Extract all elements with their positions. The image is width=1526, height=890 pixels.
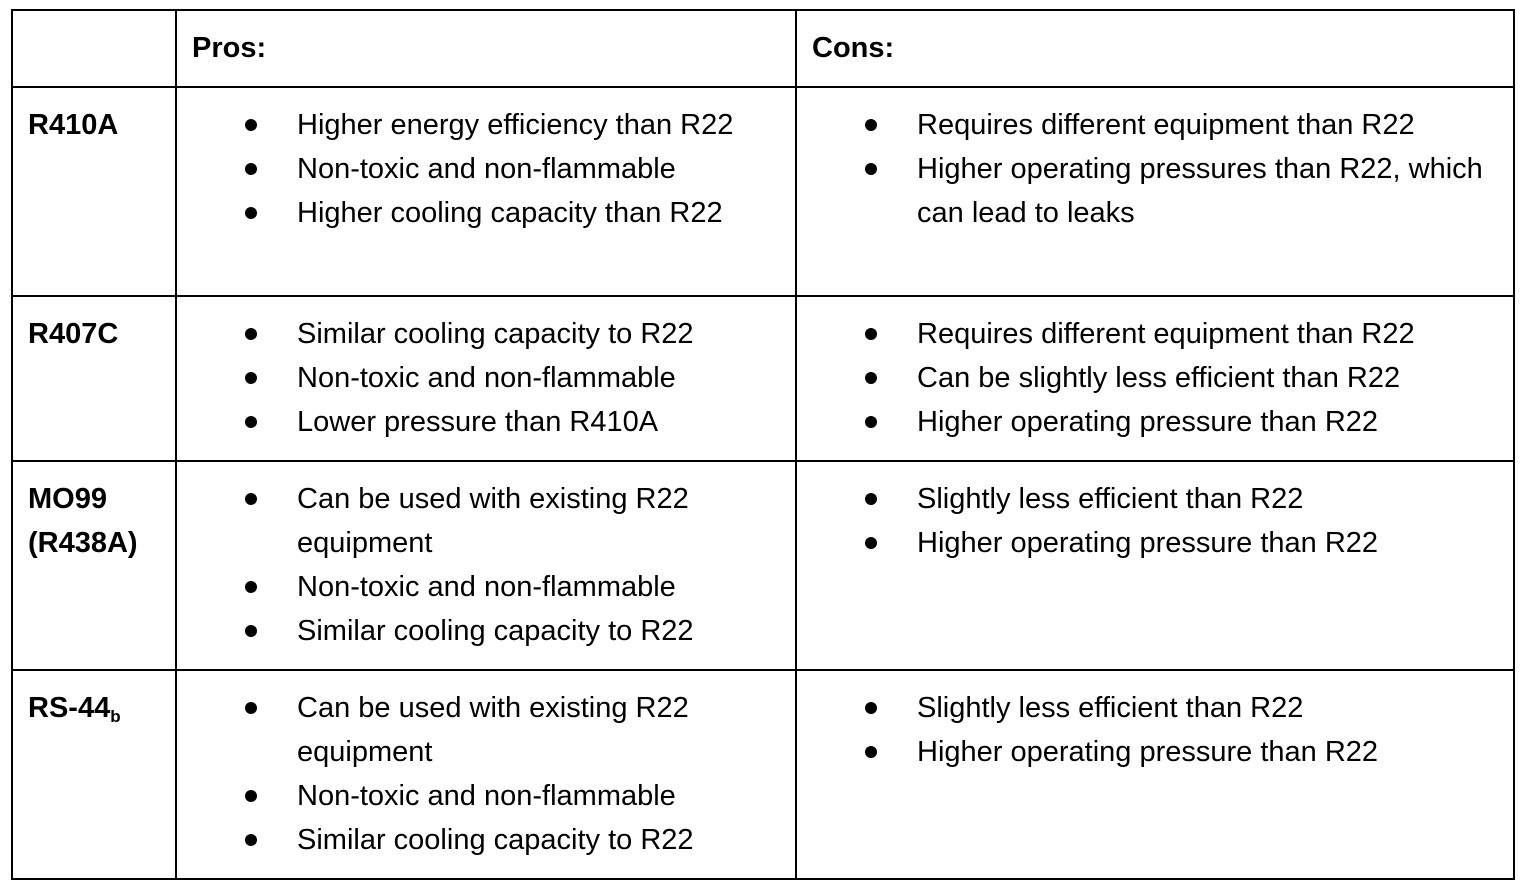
bullet-icon bbox=[865, 746, 877, 758]
list-item-text: Higher operating pressure than R22 bbox=[917, 527, 1379, 559]
list-item bbox=[177, 191, 783, 235]
refrigerant-name-text: MO99 bbox=[28, 483, 107, 515]
bullet-icon bbox=[245, 372, 257, 384]
pros-list bbox=[177, 88, 795, 235]
list-item bbox=[177, 103, 783, 147]
list-item-text: Slightly less efficient than R22 bbox=[917, 692, 1304, 724]
list-item-text: Similar cooling capacity to R22 bbox=[297, 824, 694, 856]
cons-header: Cons: bbox=[812, 32, 895, 64]
bullet-icon bbox=[245, 625, 257, 637]
pros-cell bbox=[176, 87, 796, 296]
list-item-text: Similar cooling capacity to R22 bbox=[297, 615, 694, 647]
pros-header: Pros: bbox=[192, 32, 267, 64]
table-row bbox=[12, 87, 1514, 296]
pros-list bbox=[177, 462, 795, 653]
list-item bbox=[797, 521, 1501, 565]
list-item bbox=[177, 400, 783, 444]
header-pros-cell bbox=[176, 10, 796, 87]
table-row bbox=[12, 296, 1514, 461]
list-item bbox=[177, 477, 783, 565]
list-item-text: Higher operating pressure than R22 bbox=[917, 406, 1379, 438]
bullet-icon bbox=[245, 834, 257, 846]
cons-list bbox=[797, 88, 1513, 235]
list-item-text: Slightly less efficient than R22 bbox=[917, 483, 1304, 515]
list-item bbox=[797, 686, 1501, 730]
list-item bbox=[177, 356, 783, 400]
list-item bbox=[797, 103, 1501, 147]
list-item bbox=[177, 312, 783, 356]
bullet-icon bbox=[245, 328, 257, 340]
table-row bbox=[12, 670, 1514, 879]
refrigerant-name bbox=[13, 297, 175, 356]
refrigerant-name bbox=[13, 88, 175, 147]
refrigerant-name bbox=[13, 462, 175, 565]
pros-cell bbox=[176, 670, 796, 879]
refrigerant-cell bbox=[12, 670, 176, 879]
cons-cell bbox=[796, 296, 1514, 461]
bullet-icon bbox=[865, 163, 877, 175]
cons-list bbox=[797, 297, 1513, 444]
refrigerant-cell bbox=[12, 87, 176, 296]
refrigerant-name-text: R410A bbox=[28, 109, 119, 141]
cons-cell bbox=[796, 670, 1514, 879]
list-item bbox=[177, 565, 783, 609]
list-item-text: Non-toxic and non-flammable bbox=[297, 780, 676, 812]
list-item-text: Non-toxic and non-flammable bbox=[297, 571, 676, 603]
list-item bbox=[797, 312, 1501, 356]
cons-cell bbox=[796, 87, 1514, 296]
list-item-text: Higher energy efficiency than R22 bbox=[297, 109, 734, 141]
list-item-text: Similar cooling capacity to R22 bbox=[297, 318, 694, 350]
refrigerant-cell bbox=[12, 296, 176, 461]
header-corner-cell bbox=[12, 10, 176, 87]
list-item bbox=[797, 400, 1501, 444]
list-item-text: Lower pressure than R410A bbox=[297, 406, 659, 438]
list-item-text: Higher operating pressures than R22, which can lead to leaks bbox=[917, 153, 1483, 229]
table-row bbox=[12, 461, 1514, 670]
pros-cell bbox=[176, 296, 796, 461]
refrigerant-name-text: RS-44 bbox=[28, 692, 111, 724]
cons-list bbox=[797, 462, 1513, 565]
list-item-text: Requires different equipment than R22 bbox=[917, 109, 1415, 141]
list-item bbox=[797, 477, 1501, 521]
list-item bbox=[177, 609, 783, 653]
list-item-text: Can be used with existing R22 equipment bbox=[297, 692, 689, 768]
refrigerant-name-line2: (R438A) bbox=[28, 527, 138, 559]
bullet-icon bbox=[245, 163, 257, 175]
bullet-icon bbox=[865, 702, 877, 714]
header-row bbox=[12, 10, 1514, 87]
refrigerant-cell bbox=[12, 461, 176, 670]
bullet-icon bbox=[245, 416, 257, 428]
bullet-icon bbox=[865, 537, 877, 549]
pros-list bbox=[177, 671, 795, 862]
bullet-icon bbox=[245, 702, 257, 714]
refrigerant-name-text: R407C bbox=[28, 318, 119, 350]
comparison-table bbox=[11, 9, 1515, 880]
bullet-icon bbox=[865, 328, 877, 340]
pros-cell bbox=[176, 461, 796, 670]
list-item-text: Requires different equipment than R22 bbox=[917, 318, 1415, 350]
list-item bbox=[177, 774, 783, 818]
list-item bbox=[797, 730, 1501, 774]
refrigerant-name-subscript: b bbox=[110, 707, 121, 726]
list-item bbox=[177, 818, 783, 862]
list-item bbox=[177, 686, 783, 774]
list-item bbox=[797, 356, 1501, 400]
bullet-icon bbox=[245, 207, 257, 219]
bullet-icon bbox=[865, 493, 877, 505]
list-item bbox=[797, 147, 1501, 235]
bullet-icon bbox=[865, 416, 877, 428]
list-item-text: Higher operating pressure than R22 bbox=[917, 736, 1379, 768]
list-item-text: Non-toxic and non-flammable bbox=[297, 362, 676, 394]
header-cons-cell bbox=[796, 10, 1514, 87]
bullet-icon bbox=[245, 790, 257, 802]
header-corner-label bbox=[13, 11, 175, 31]
pros-list bbox=[177, 297, 795, 444]
bullet-icon bbox=[865, 119, 877, 131]
list-item-text: Can be slightly less efficient than R22 bbox=[917, 362, 1401, 394]
bullet-icon bbox=[865, 372, 877, 384]
bullet-icon bbox=[245, 493, 257, 505]
list-item-text: Higher cooling capacity than R22 bbox=[297, 197, 723, 229]
bullet-icon bbox=[245, 119, 257, 131]
cons-list bbox=[797, 671, 1513, 774]
list-item-text: Non-toxic and non-flammable bbox=[297, 153, 676, 185]
list-item-text: Can be used with existing R22 equipment bbox=[297, 483, 689, 559]
refrigerant-name bbox=[13, 671, 175, 730]
cons-cell bbox=[796, 461, 1514, 670]
bullet-icon bbox=[245, 581, 257, 593]
list-item bbox=[177, 147, 783, 191]
